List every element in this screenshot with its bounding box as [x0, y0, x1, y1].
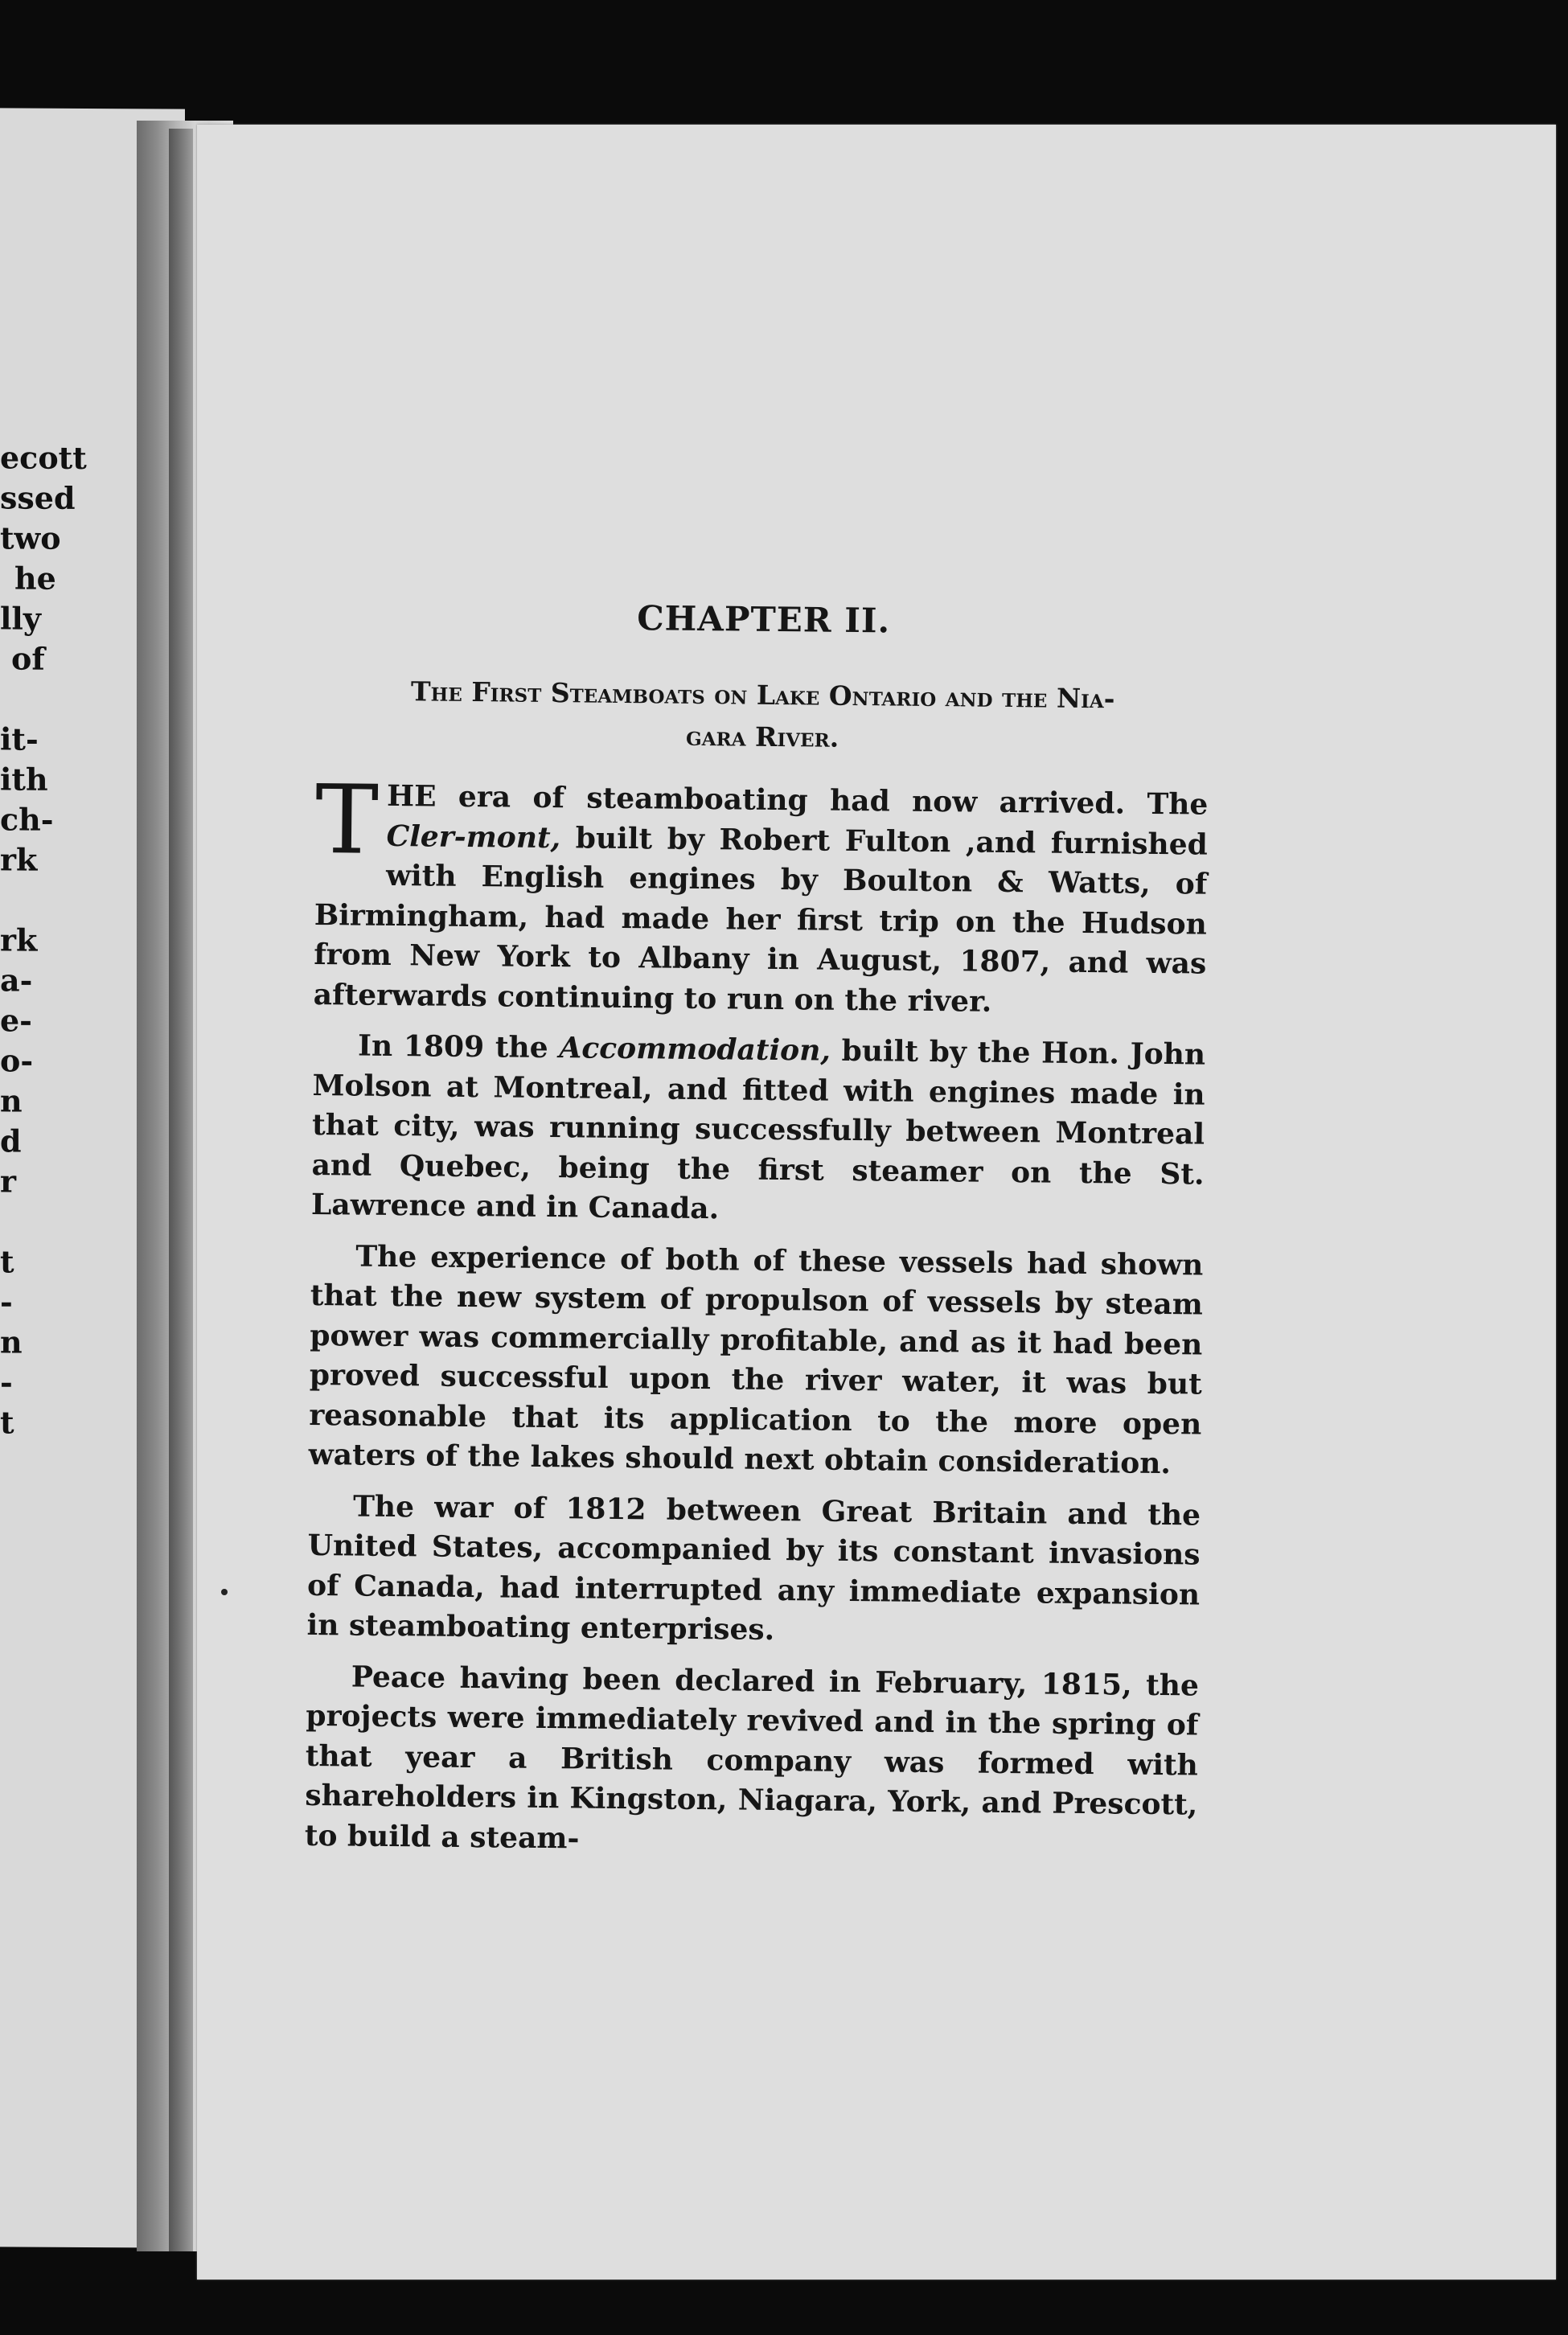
paragraph-4: The war of 1812 between Great Britain and the United States, accompanied by its constant invasions of Canada, had interrupted any immediate expansion in steamboating enterprises. [306, 1489, 1201, 1648]
left-fragment: - [0, 1364, 13, 1401]
left-fragment: ssed [0, 479, 76, 516]
left-fragment: he [14, 560, 56, 597]
left-fragment: n [0, 1082, 23, 1119]
left-fragment: it- [0, 720, 39, 757]
paragraph-3: The experience of both of these vessels had shown that the new system of propulson of vessels by steam power was commercially profitable, and as it had been proved successful upon the river water, it was but reasonable that its application to the more open waters of the lakes should next obtain consideration. [308, 1239, 1204, 1481]
left-fragment: ch- [0, 801, 54, 838]
left-fragment: - [0, 1283, 13, 1320]
left-fragment: t [0, 1243, 14, 1280]
left-fragment: rk [0, 921, 38, 958]
paragraph-1 [313, 763, 1209, 1024]
speck [221, 1589, 228, 1595]
left-fragment: two [0, 519, 61, 556]
paragraph-5: Peace having been declared in February, 1815, the projects were immediately revived and in the spring of that year a British company was formed with shareholders in Kingston, Niagara, York, and Prescott, to build a steam- [304, 1660, 1200, 1855]
paragraph-2 [311, 1026, 1206, 1234]
left-fragment: d [0, 1122, 22, 1159]
book-spine-shadow [169, 129, 193, 2251]
paragraph-1-text-a: HE era of steamboating had now arrived. The [386, 778, 1209, 822]
left-fragment: r [0, 1163, 17, 1200]
left-fragment: ith [0, 761, 48, 798]
left-fragment: t [0, 1404, 14, 1441]
chapter-subtitle [316, 670, 1209, 763]
paragraph-1-italic: Cler-mont, [386, 819, 561, 855]
left-fragment: o- [0, 1042, 34, 1079]
left-fragment: lly [0, 600, 41, 637]
subtitle-line-1: The First Steamboats on Lake Ontario and the Nia- [410, 675, 1115, 715]
paragraph-2-text-b: built by the Hon. John Molson at Montreal, and fitted with engines made in that city, was running successfully between Montreal and Quebec, being the first steamer on the St. Lawrence and in Canada. [310, 1033, 1206, 1226]
paragraph-2-text-a: In 1809 the [357, 1028, 560, 1065]
paragraph-1-text-b: built by Robert Fulton ,and furnished with English engines by Boulton & Watts, of Birmingham, had made her first trip on the Hudson from New York to Albany in August, 1807, and was afterwards continuing to run on the river. [313, 820, 1209, 1019]
left-fragment: a- [0, 962, 33, 999]
chapter-heading: CHAPTER II. [636, 598, 891, 641]
subtitle-line-2: gara River. [685, 720, 839, 753]
left-fragment: rk [0, 841, 38, 878]
left-fragment: n [0, 1323, 23, 1360]
left-fragment: e- [0, 1002, 32, 1039]
paragraph-2-italic: Accommodation, [559, 1031, 831, 1068]
drop-cap: T [314, 763, 380, 876]
left-fragment: of [11, 640, 45, 677]
page-content [304, 595, 1210, 1877]
left-fragment: ecott [0, 439, 87, 476]
